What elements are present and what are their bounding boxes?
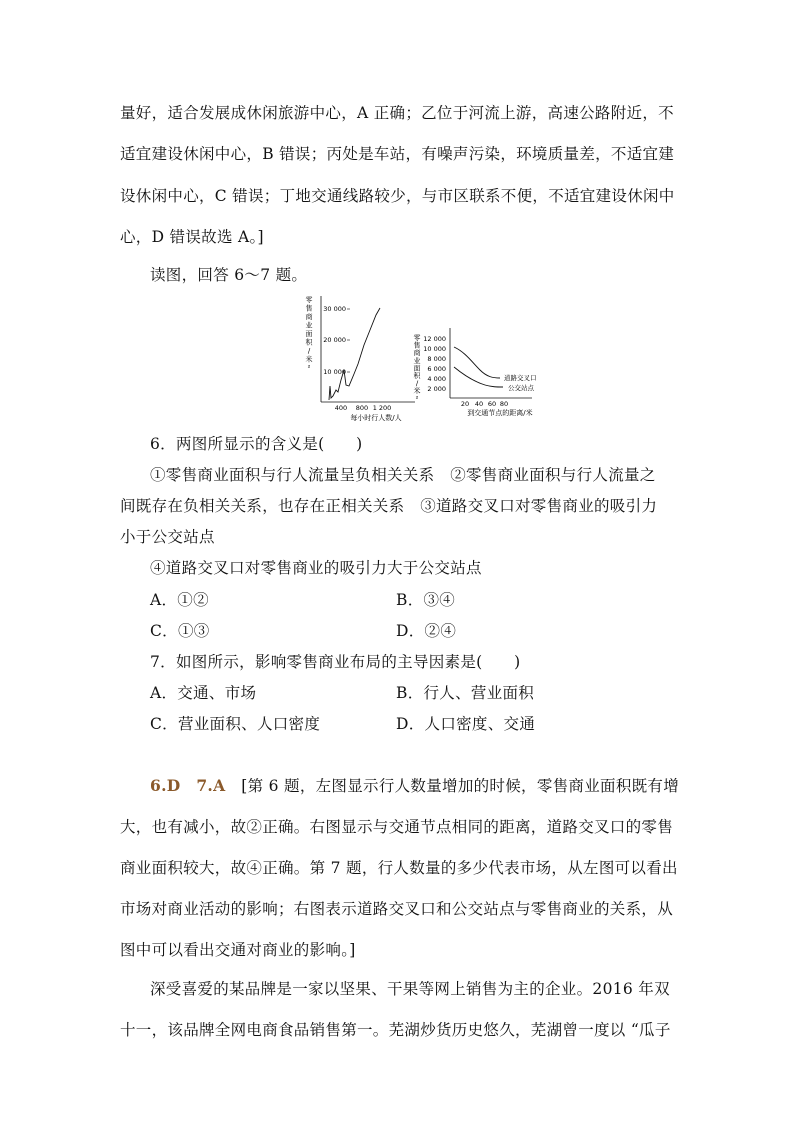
left-xtick-2: 1 200 <box>372 404 392 412</box>
answer-line: 商业面积较大，故④正确。第 7 题，行人数量的多少代表市场，从左图可以看出 <box>120 859 678 877</box>
text-line: 适宜建设休闲中心，B 错误；丙处是车站，有噪声污染，环境质量差，不适宜建 <box>120 145 675 163</box>
q6-option-d: D．②④ <box>396 622 457 640</box>
right-ylabel: 零售商业面积/米 ² <box>413 334 421 403</box>
left-xtick-1: 800 <box>355 404 369 412</box>
right-ytick-4: 4 000 <box>427 375 446 383</box>
left-xlabel: 每小时行人数/人 <box>350 414 402 422</box>
left-curve <box>329 308 380 400</box>
question-6-statements: ④道路交叉口对零售商业的吸引力大于公交站点 <box>150 559 482 577</box>
q7-option-b: B．行人、营业面积 <box>396 684 535 702</box>
right-ytick-2: 8 000 <box>427 355 446 363</box>
left-chart <box>306 295 416 422</box>
q6-option-c: C．①③ <box>150 622 210 640</box>
right-ytick-0: 12 000 <box>423 335 446 343</box>
text-line: 心，D 错误故选 A。] <box>120 228 264 246</box>
right-xtick-1: 40 <box>474 400 484 408</box>
answer-line: 大，也有减小，故②正确。右图显示与交通节点相同的距离，道路交叉口的零售 <box>120 818 674 836</box>
answer-line <box>150 774 679 796</box>
q7-option-a: A．交通、市场 <box>150 684 257 702</box>
right-ytick-3: 6 000 <box>427 365 446 373</box>
left-ytick-2: 10 000 <box>323 368 346 376</box>
left-ylabel: 零售商业面积/米 ² <box>305 296 313 372</box>
legend-bus: 公交站点 <box>508 384 534 392</box>
left-xtick-0: 400 <box>334 404 348 412</box>
answer-text: [第 6 题，左图显示行人数量增加的时候，零售商业面积既有增 <box>241 777 680 795</box>
question-6-statements: ①零售商业面积与行人流量呈负相关关系 ②零售商业面积与行人流量之 <box>150 466 656 484</box>
text-line: 量好，适合发展成休闲旅游中心，A 正确；乙位于河流上游，高速公路附近，不 <box>120 104 674 122</box>
passage-line: 深受喜爱的某品牌是一家以坚果、干果等网上销售为主的企业。2016 年双 <box>150 980 670 998</box>
answer-line: 市场对商业活动的影响；右图表示道路交叉口和公交站点与零售商业的关系，从 <box>120 900 674 918</box>
question-6-statements: 小于公交站点 <box>120 528 215 546</box>
bus-stop-curve <box>454 367 503 387</box>
passage-line: 十一，该品牌全网电商食品销售第一。芜湖炒货历史悠久，芜湖曾一度以 “瓜子 <box>120 1021 671 1039</box>
left-ytick-1: 20 000 <box>323 336 346 344</box>
q6-option-b: B．③④ <box>396 591 456 609</box>
answer-key: 6.D 7.A <box>150 776 226 795</box>
right-xlabel: 到交通节点的距离/米 <box>467 409 533 417</box>
q7-option-c: C．营业面积、人口密度 <box>150 715 321 733</box>
question-6-stem: 6．两图所显示的含义是( ) <box>150 435 363 453</box>
text-line: 设休闲中心，C 错误；丁地交通线路较少，与市区联系不便，不适宜建设休闲中 <box>120 187 675 205</box>
road-crossing-curve <box>454 347 500 378</box>
right-chart <box>414 328 537 417</box>
question-6-statements: 间既存在负相关关系，也存在正相关关系 ③道路交叉口对零售商业的吸引力 <box>120 497 658 515</box>
q6-option-a: A．①② <box>150 591 209 609</box>
right-xtick-0: 20 <box>460 400 470 408</box>
read-prompt: 读图，回答 6～7 题。 <box>150 266 308 284</box>
answer-line: 图中可以看出交通对商业的影响。] <box>120 941 356 959</box>
figure-charts <box>300 290 570 425</box>
legend-road: 道路交叉口 <box>504 374 537 382</box>
question-7-stem: 7．如图所示，影响零售商业布局的主导因素是( ) <box>150 653 521 671</box>
q7-option-d: D．人口密度、交通 <box>396 715 536 733</box>
right-xtick-3: 80 <box>499 400 509 408</box>
right-ytick-5: 2 000 <box>427 385 446 393</box>
right-xtick-2: 60 <box>487 400 497 408</box>
right-ytick-1: 10 000 <box>423 345 446 353</box>
left-ytick-0: 30 000 <box>323 305 346 313</box>
